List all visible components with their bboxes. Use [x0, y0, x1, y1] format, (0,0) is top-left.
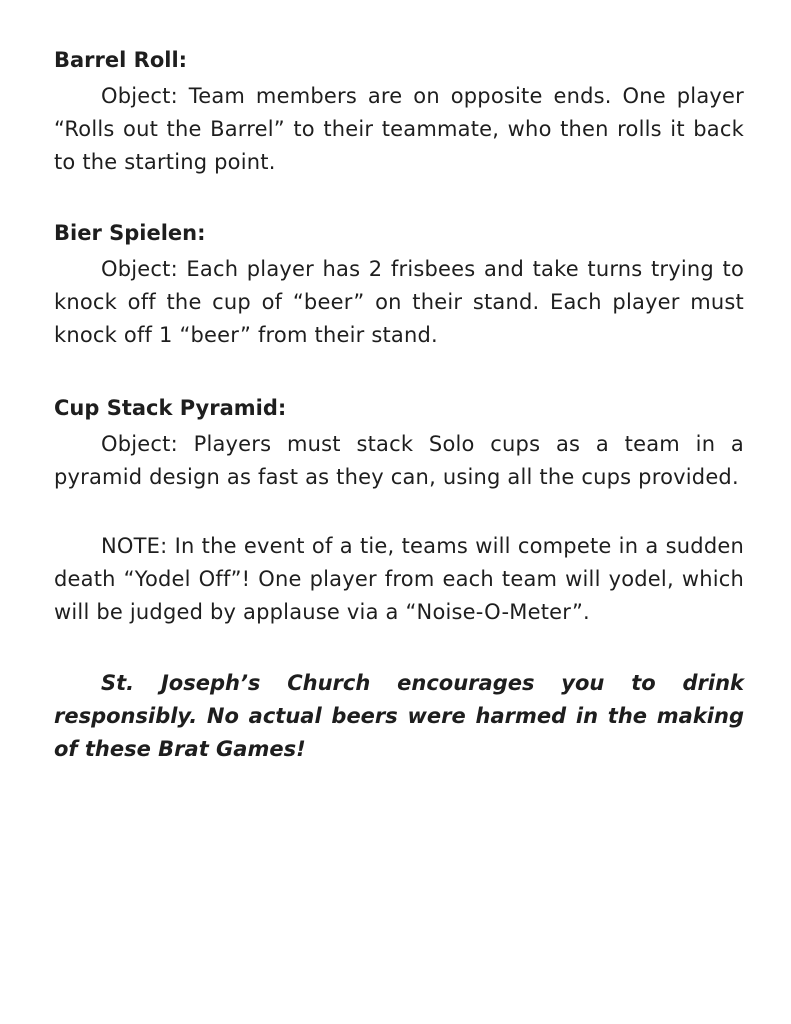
section-cup-stack-pyramid: [54, 394, 744, 494]
section-barrel-roll: [54, 46, 744, 179]
section-heading: Bier Spielen:: [54, 221, 206, 245]
section-heading: Cup Stack Pyramid:: [54, 396, 287, 420]
section-body: Object: Each player has 2 frisbees and take turns trying to knock off the cup of “beer” on their stand. Each player must knock off 1 “beer” from their stand.: [54, 257, 744, 347]
closing-disclaimer: St. Joseph’s Church encourages you to drink responsibly. No actual beers were harmed in the making of these Brat Games!: [54, 671, 744, 761]
document-page: [54, 46, 744, 766]
tie-note: [54, 530, 744, 629]
section-body: Object: Team members are on opposite ends. One player “Rolls out the Barrel” to their teammate, who then rolls it back to the starting point.: [54, 84, 744, 174]
section-heading: Barrel Roll:: [54, 48, 188, 72]
section-body: Object: Players must stack Solo cups as a team in a pyramid design as fast as they can, using all the cups provided.: [54, 432, 744, 489]
section-bier-spielen: [54, 219, 744, 352]
note-text: NOTE: In the event of a tie, teams will compete in a sudden death “Yodel Off”! One player from each team will yodel, which will be judged by applause via a “Noise-O-Meter”.: [54, 534, 744, 624]
